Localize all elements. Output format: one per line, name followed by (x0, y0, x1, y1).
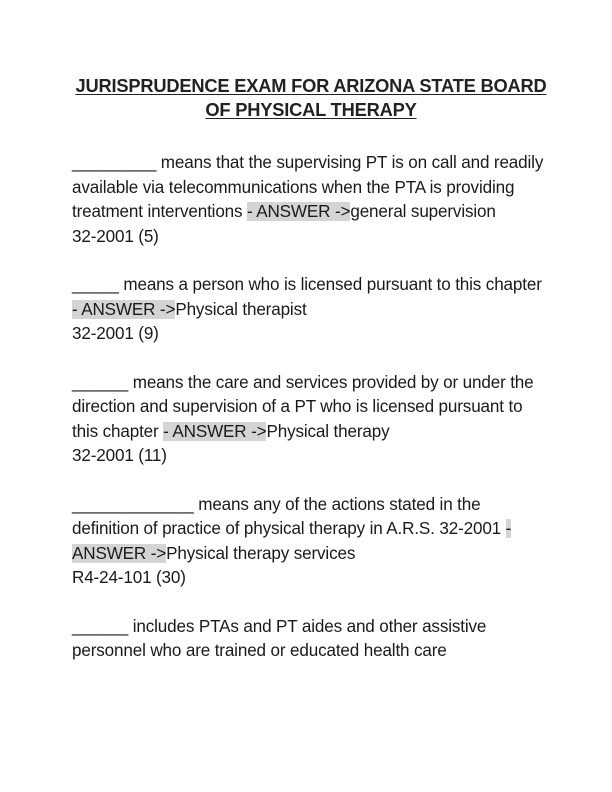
document-title (72, 74, 550, 122)
answer-marker: - ANSWER -> (163, 421, 267, 441)
statute-reference: R4-24-101 (30) (72, 568, 186, 587)
qa-item-1 (72, 151, 550, 249)
title-line-2: OF PHYSICAL THERAPY (205, 99, 417, 120)
question-text: _____ means a person who is licensed pursuant to this chapter (72, 275, 542, 294)
answer-marker: - ANSWER -> (247, 202, 351, 221)
qa-item-3 (72, 371, 550, 469)
title-line-1: JURISPRUDENCE EXAM FOR ARIZONA STATE BOARD (75, 75, 547, 96)
answer-text: Physical therapy (266, 421, 390, 441)
question-text: ______ means the care and services provided by or under the direction and supervision of a PT who is licensed pursuant to this chapter (72, 372, 534, 441)
question-text: ______ includes PTAs and PT aides and other assistive personnel who are trained or educated health care (72, 616, 487, 660)
statute-reference: 32-2001 (11) (72, 446, 167, 465)
answer-marker: - ANSWER -> (72, 519, 512, 563)
answer-text: Physical therapist (175, 299, 307, 319)
qa-item-4 (72, 493, 550, 591)
statute-reference: 32-2001 (5) (72, 226, 159, 246)
statute-reference: 32-2001 (9) (72, 324, 159, 343)
question-text: _____________ means any of the actions stated in the definition of practice of physical therapy in A.R.S. 32-2001 (72, 494, 506, 538)
answer-marker: - ANSWER -> (72, 299, 176, 319)
answer-text: Physical therapy services (166, 543, 356, 563)
qa-item-2 (72, 273, 550, 347)
qa-item-5 (72, 615, 550, 664)
answer-text: general supervision (350, 202, 496, 221)
question-text: _________ means that the supervising PT is on call and readily available via telecommunications when the PTA is providing treatment interventions (72, 153, 544, 221)
